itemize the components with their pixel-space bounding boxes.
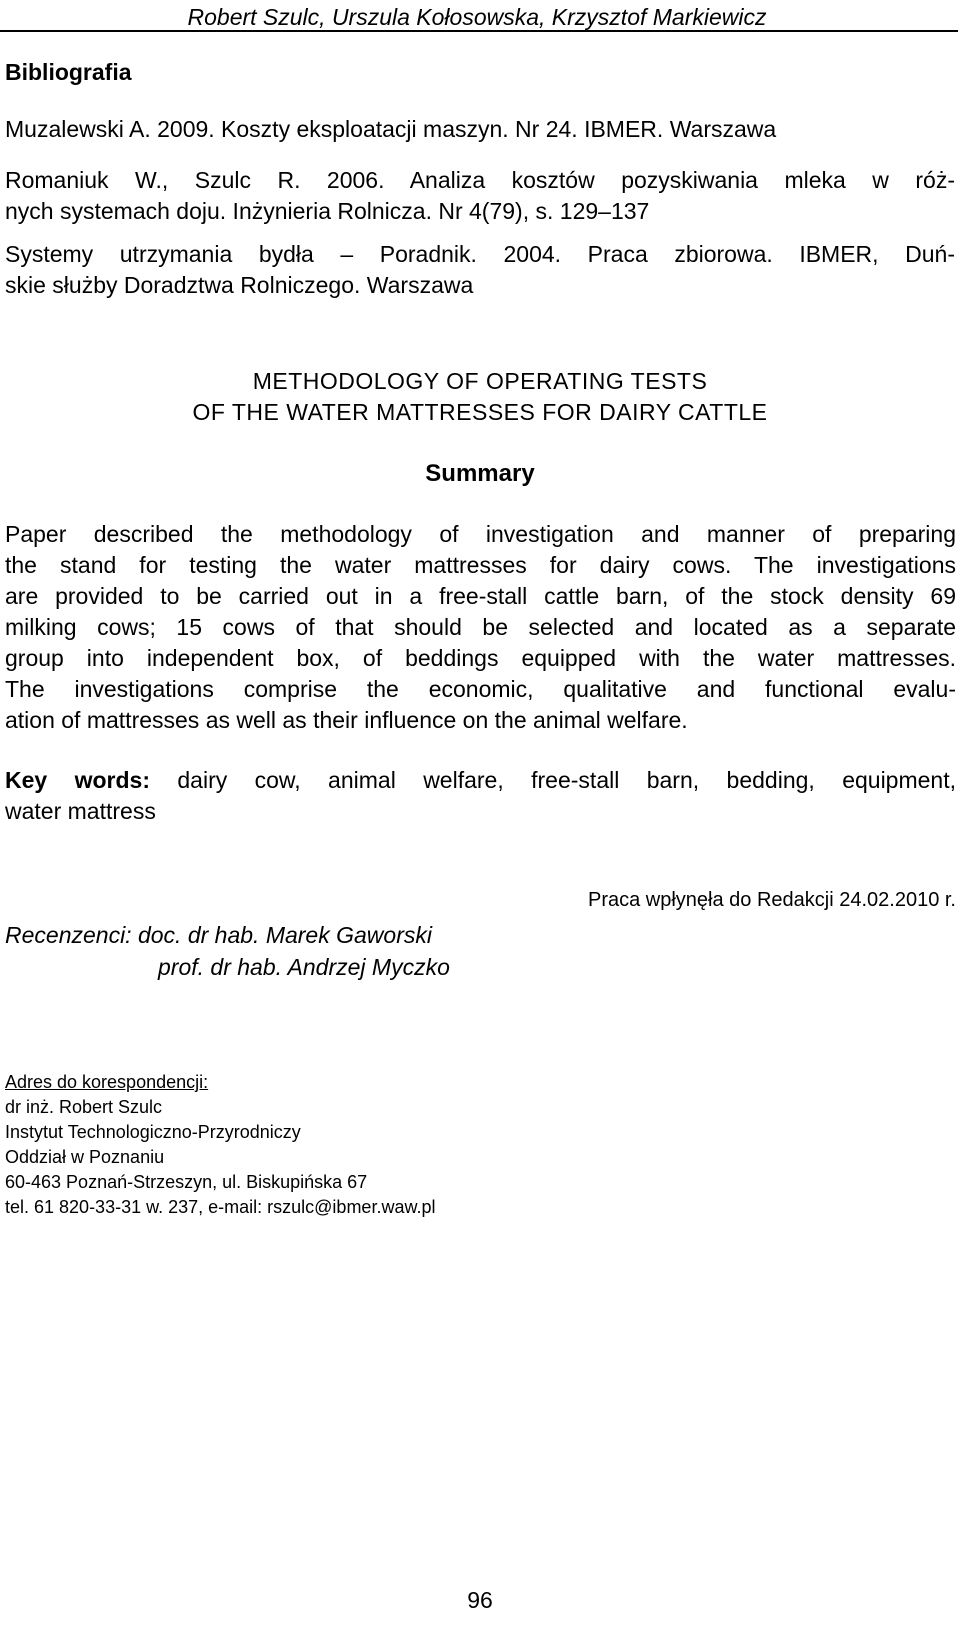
bibliography-entry-line: Systemy utrzymania bydła – Poradnik. 2004. Praca zbiorowa. IBMER, Duń- (5, 241, 955, 267)
page-number: 96 (467, 1587, 493, 1613)
summary-line: Paper described the methodology of investigation and manner of preparing (5, 521, 956, 547)
bibliography-entry-line: Muzalewski A. 2009. Koszty eksploatacji maszyn. Nr 24. IBMER. Warszawa (5, 116, 777, 142)
bibliography-entry-line: skie służby Doradztwa Rolniczego. Warszawa (5, 272, 474, 298)
running-header-authors: Robert Szulc, Urszula Kołosowska, Krzysztof Markiewicz (187, 4, 767, 30)
reviewers-line-1: Recenzenci: doc. dr hab. Marek Gaworski (5, 922, 432, 948)
keywords-label: Key words: (5, 767, 150, 793)
address-line: 60-463 Poznań-Strzeszyn, ul. Biskupińska 67 (5, 1172, 368, 1192)
address-line: Instytut Technologiczno-Przyrodniczy (5, 1122, 301, 1142)
summary-heading: Summary (425, 460, 535, 487)
correspondence-address (5, 1070, 435, 1220)
bibliography-entry-2 (5, 165, 955, 227)
address-line: tel. 61 820-33-31 w. 237, e-mail: rszulc@ibmer.waw.pl (5, 1197, 436, 1217)
address-line: Oddział w Poznaniu (5, 1147, 165, 1167)
keywords-paragraph (5, 765, 956, 827)
bibliography-entry-line: Romaniuk W., Szulc R. 2006. Analiza kosztów pozyskiwania mleka w róż- (5, 167, 955, 193)
summary-line: the stand for testing the water mattresses for dairy cows. The investigations (5, 552, 956, 578)
summary-line: The investigations comprise the economic, qualitative and functional evalu- (5, 676, 956, 702)
summary-line: group into independent box, of beddings equipped with the water mattresses. (5, 645, 956, 671)
keywords-line (5, 765, 956, 796)
reviewers-line-2: prof. dr hab. Andrzej Myczko (158, 954, 450, 980)
keywords-line: water mattress (5, 798, 156, 824)
english-title-line-1: METHODOLOGY OF OPERATING TESTS (252, 368, 708, 394)
address-heading: Adres do korespondencji: (5, 1072, 209, 1092)
header-rule (0, 30, 958, 32)
received-date: Praca wpłynęła do Redakcji 24.02.2010 r. (587, 889, 956, 911)
keywords-text: dairy cow, animal welfare, free-stall barn, bedding, equipment, (149, 767, 956, 793)
summary-line: ation of mattresses as well as their influence on the animal welfare. (5, 707, 688, 733)
bibliography-entry-line: nych systemach doju. Inżynieria Rolnicza. Nr 4(79), s. 129–137 (5, 198, 650, 224)
summary-line: milking cows; 15 cows of that should be selected and located as a separate (5, 614, 956, 640)
bibliography-entry-1 (5, 114, 955, 145)
english-title-line-2: OF THE WATER MATTRESSES FOR DAIRY CATTLE (192, 399, 768, 425)
bibliography-heading: Bibliografia (5, 59, 132, 85)
bibliography-entry-3 (5, 239, 955, 301)
address-line: dr inż. Robert Szulc (5, 1097, 163, 1117)
summary-paragraph (5, 519, 956, 736)
summary-line: are provided to be carried out in a free-stall cattle barn, of the stock density 69 (5, 583, 956, 609)
